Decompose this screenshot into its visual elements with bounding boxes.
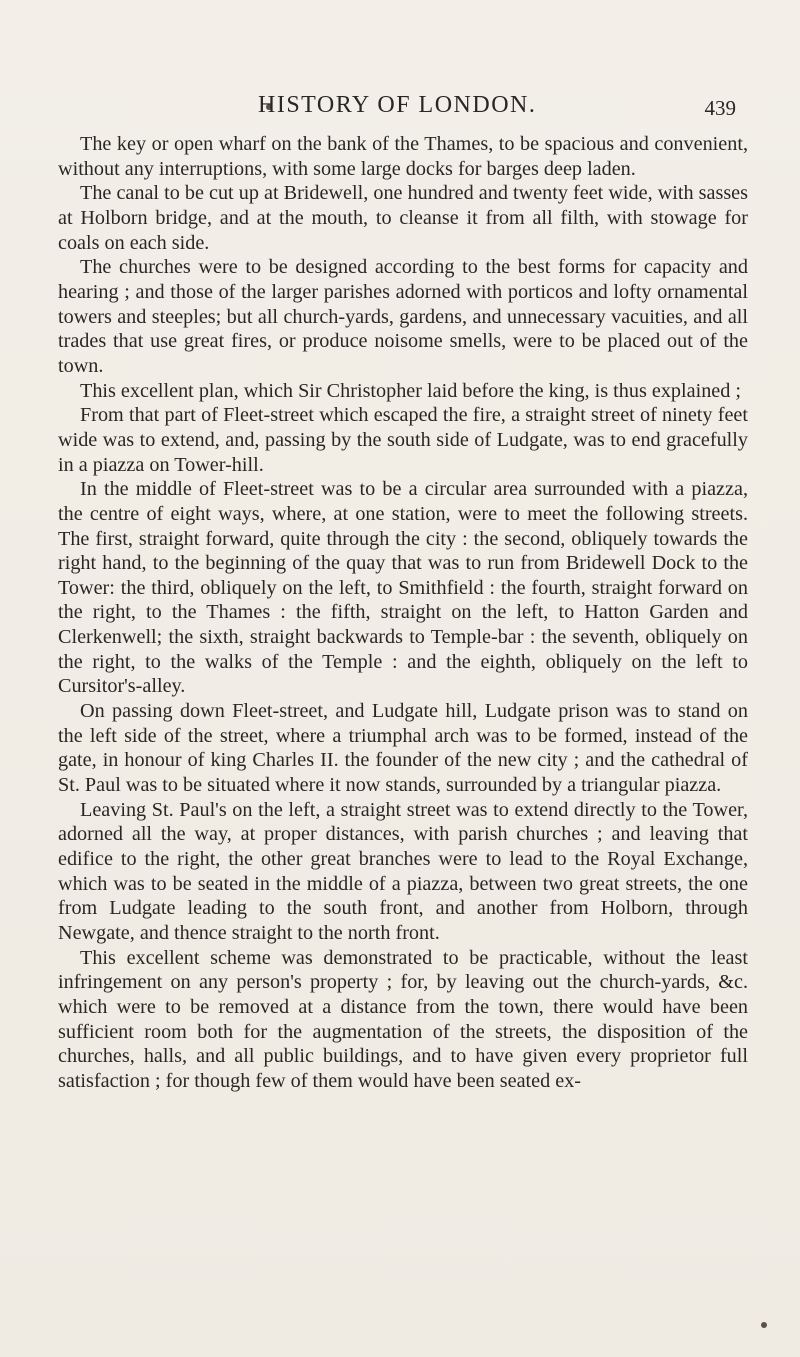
paragraph-scheme: This excellent scheme was demonstrated to be practicable, without the least infringement on any person's property ; for, by leaving out the church-yards, &c. which were to be removed at a distance from the town, there would have been sufficient room both for the augmentation of the streets, the disposition of the churches, halls, and all public buildings, and to have given every proprietor full satisfaction ; for though few of them would have been seated ex- [58, 946, 748, 1092]
paragraph-canal: The canal to be cut up at Bridewell, one hundred and twenty feet wide, with sasses at Holborn bridge, and at the mouth, to cleanse it from all filth, with stowage for coals on each side. [58, 182, 748, 254]
paragraph-plan-intro: This excellent plan, which Sir Christopher laid before the king, is thus explained ; [80, 379, 741, 402]
paragraph-st-pauls: Leaving St. Paul's on the left, a straight street was to extend directly to the Tower, adorned all the way, at proper distances, with parish churches ; and leaving that edifice to the right, the other great branches were to lead to the Royal Exchange, which was to be seated in the middle of a piazza, between two great streets, the one from Ludgate leading to the south front, and another from Holborn, through Newgate, and thence straight to the north front. [58, 798, 748, 944]
running-title: HISTORY OF LONDON. [258, 92, 537, 118]
running-head [0, 92, 800, 122]
ink-speck-bottom [761, 1322, 767, 1328]
paragraph-circular-area: In the middle of Fleet-street was to be a circular area surrounded with a piazza, the centre of eight ways, where, at one station, were to meet the following streets. The first, straight forward, quite through the city : the second, obliquely towards the right hand, to the beginning of the quay that was to run from Bridewell Dock to the Tower: the third, obliquely on the left, to Smithfield : the fourth, straight forward on the right, to the Thames : the fifth, straight on the left, to Hatton Garden and Clerkenwell; the sixth, straight backwards to Temple-bar : the seventh, obliquely on the right, to the walks of the Temple : and the eighth, obliquely on the left to Cursitor's-alley. [58, 478, 748, 698]
page-number: 439 [704, 96, 736, 120]
paragraph-churches: The churches were to be designed according to the best forms for capacity and hearing ; and those of the larger parishes adorned with porticos and lofty ornamental towers and steeples; but all church-yards, gardens, and unnecessary vacuities, and all trades that use great fires, or produce noisome smells, were to be placed out of the town. [58, 256, 748, 377]
paragraph-wharf: The key or open wharf on the bank of the Thames, to be spacious and convenient, without any interruptions, with some large docks for barges deep laden. [58, 133, 748, 180]
text-body [58, 132, 748, 1094]
paragraph-ludgate: On passing down Fleet-street, and Ludgate hill, Ludgate prison was to stand on the left side of the street, where a triumphal arch was to be formed, instead of the gate, in honour of king Charles II. the founder of the new city ; and the cathedral of St. Paul was to be situated where it now stands, surrounded by a triangular piazza. [58, 700, 748, 797]
paragraph-fleet-street: From that part of Fleet-street which escaped the fire, a straight street of ninety feet wide was to extend, and, passing by the south side of Ludgate, was to end gracefully in a piazza on Tower-hill. [58, 404, 748, 476]
